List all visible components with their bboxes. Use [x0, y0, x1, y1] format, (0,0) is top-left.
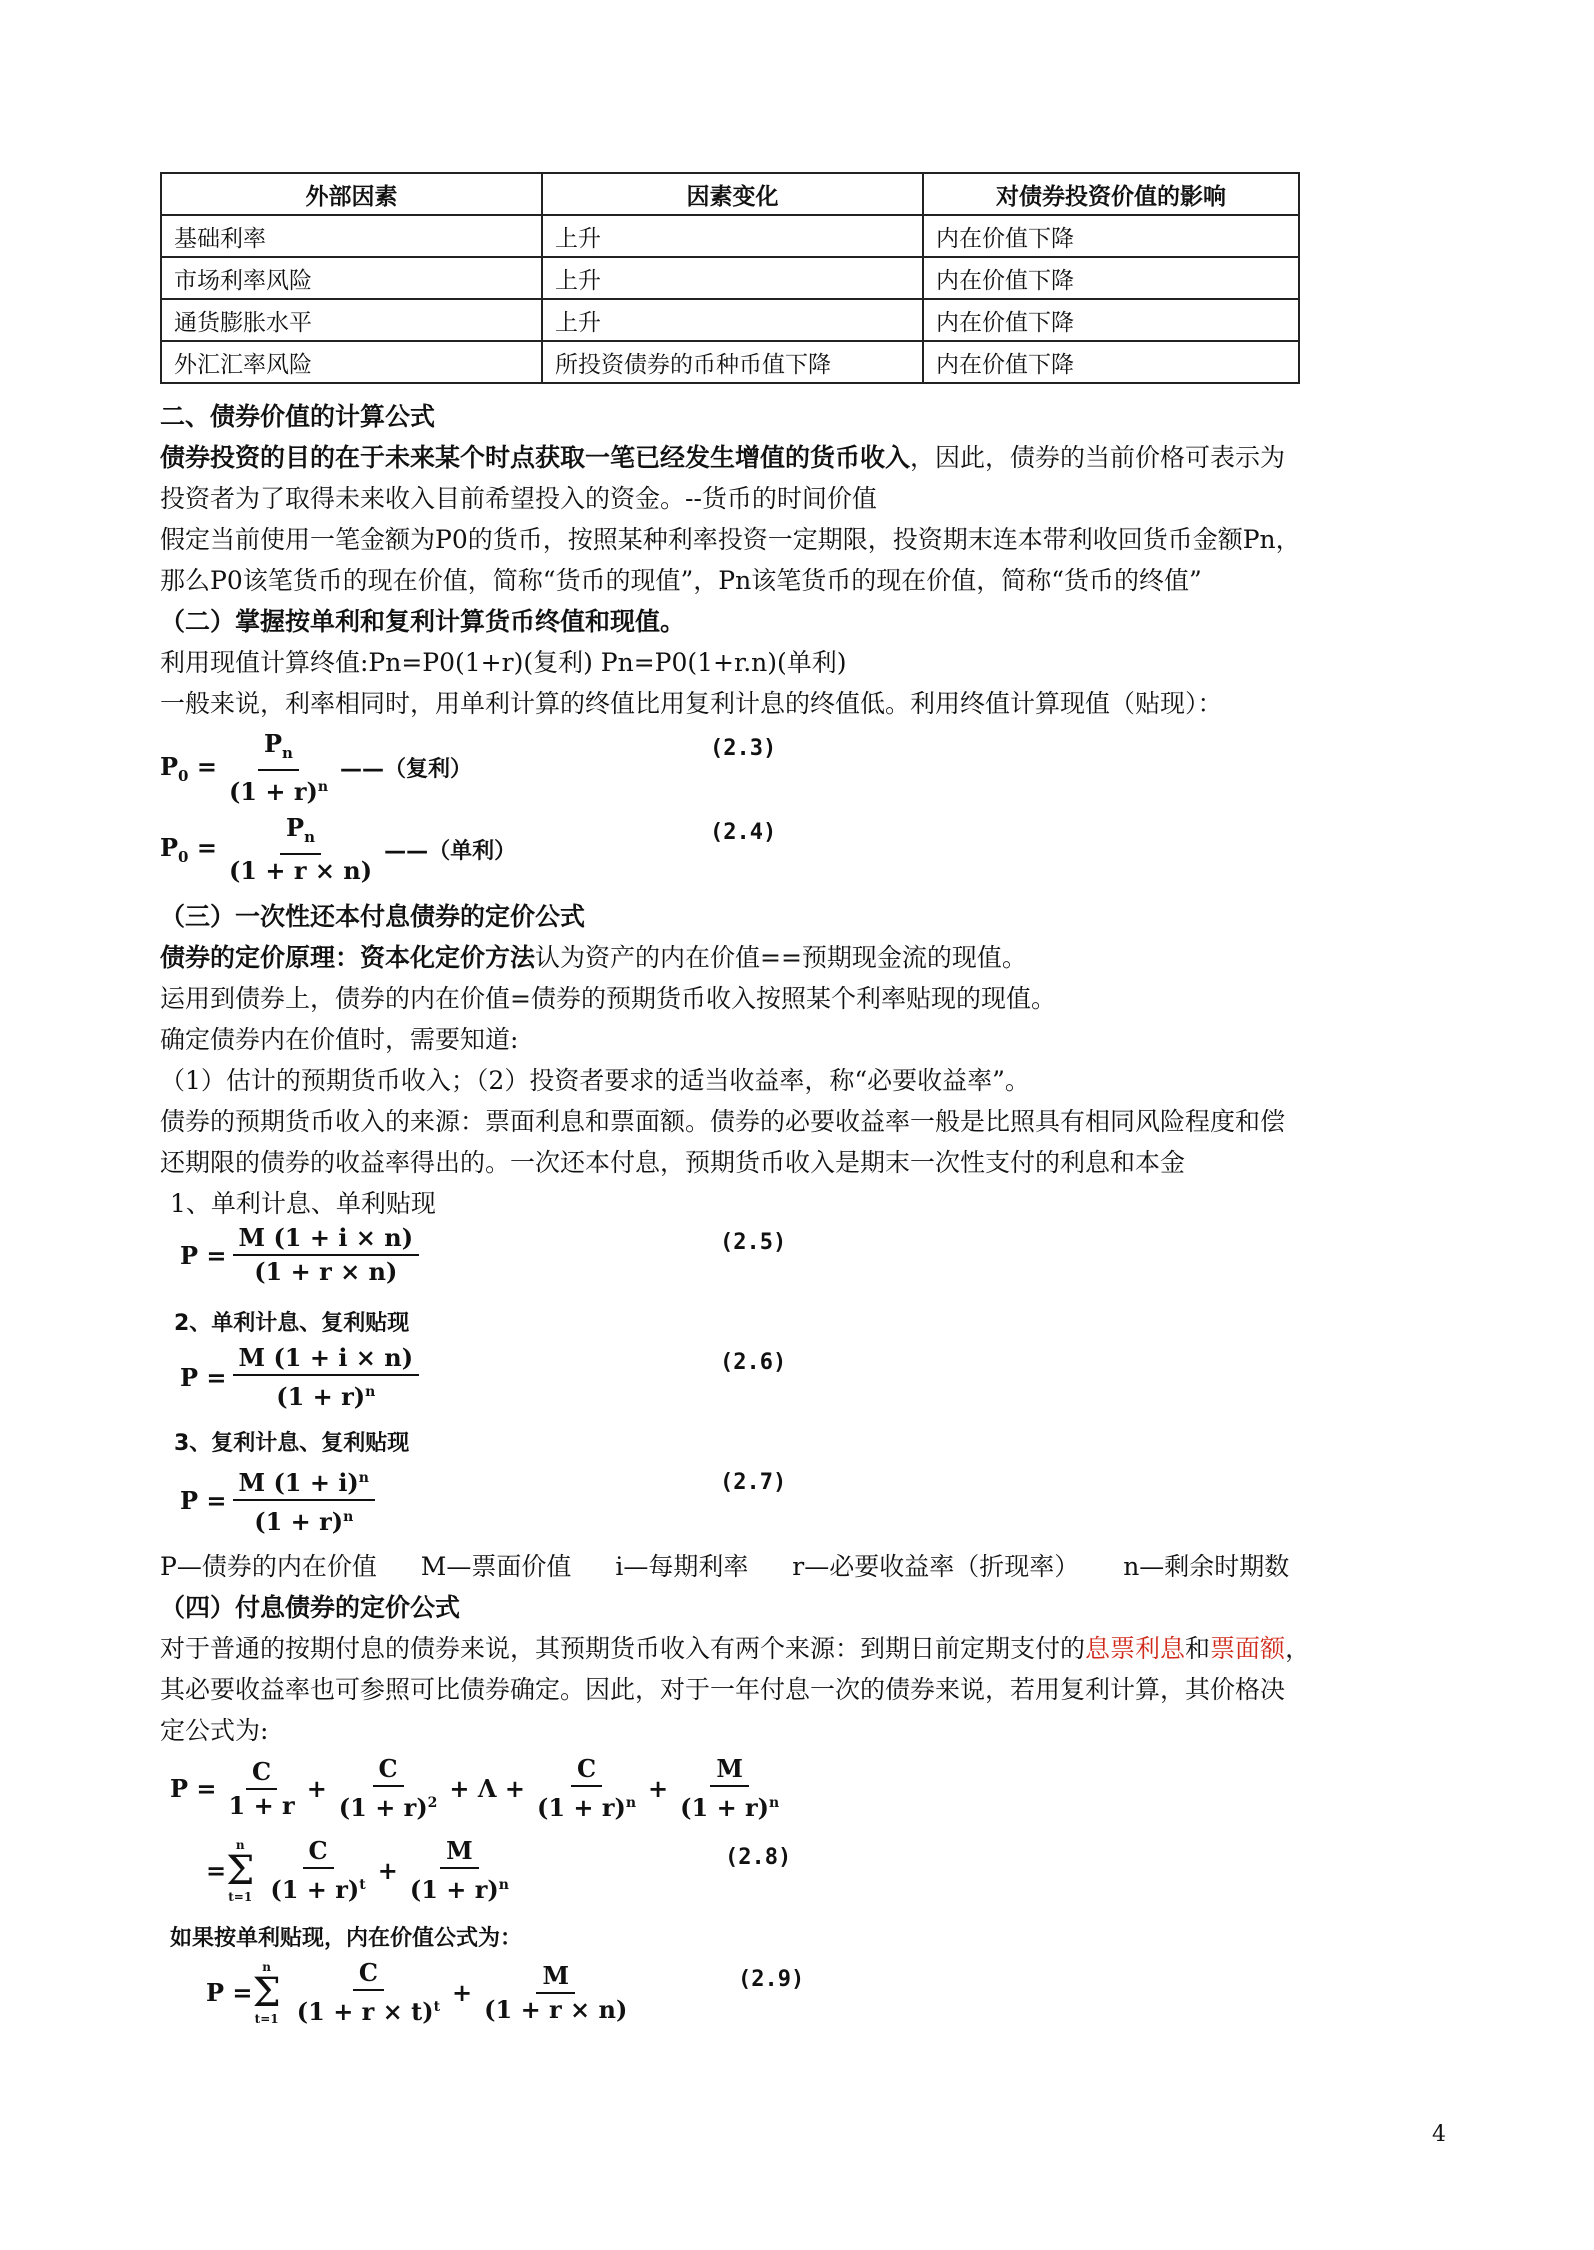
paragraph: 其必要收益率也可参照可比债券确定。因此，对于一年付息一次的债券来说，若用复利计算，其价格决	[160, 1675, 1286, 1704]
table-cell: 内在价值下降	[923, 341, 1299, 383]
paragraph: 还期限的债券的收益率得出的。一次还本付息，预期货币收入是期末一次性支付的利息和本金	[160, 1148, 1186, 1177]
formula-note: 如果按单利贴现，内在价值公式为：	[170, 1926, 523, 1951]
formula-2-9: P = n Σ t=1 $\frac{C}{(1 + r \times t)^t}$ + $\frac{M}{(1 + r \times n)}$ (2.9)	[206, 1958, 805, 2026]
highlight-text: 息票利息	[1085, 1634, 1186, 1663]
table-row	[161, 257, 1299, 299]
document-page	[160, 172, 1430, 2049]
formula-2-4: $P_0$ = $\frac{P_n}{(1 + r \times n)}$ ——（单利） (2.4)	[160, 813, 777, 885]
paragraph: 利用现值计算终值:Pn=P0(1+r)(复利) Pn=P0(1+r.n)(单利)	[160, 648, 847, 677]
paragraph	[160, 437, 1430, 478]
paragraph: 一般来说，利率相同时，用单利计算的终值比用复利计息的终值低。利用终值计算现值（贴现）：	[160, 689, 1223, 718]
table-cell: 市场利率风险	[161, 257, 542, 299]
table-row	[161, 215, 1299, 257]
equation-number: (2.7)	[720, 1470, 787, 1495]
paragraph: 运用到债券上，债券的内在价值=债券的预期货币收入按照某个利率贴现的现值。	[160, 984, 1056, 1013]
table-cell: 内在价值下降	[923, 257, 1299, 299]
page-number: 4	[1432, 2122, 1446, 2147]
table-cell: 内在价值下降	[923, 299, 1299, 341]
section-heading: （四）付息债券的定价公式	[160, 1593, 461, 1622]
equation-number: (2.3)	[710, 736, 777, 761]
case-label: 2、单利计息、复利贴现	[174, 1311, 410, 1336]
legend-item: i—每期利率	[615, 1552, 749, 1581]
text: ，	[1285, 1634, 1311, 1663]
section-heading: （三）一次性还本付息债券的定价公式	[160, 902, 586, 931]
table-header-cell: 对债券投资价值的影响	[923, 173, 1299, 215]
legend-item: M—票面价值	[420, 1552, 572, 1581]
factor-table	[160, 172, 1300, 384]
formula-2-6: P = $\frac{M (1 + i \times n)}{(1 + r)^n}$ (2.6)	[180, 1343, 787, 1411]
paragraph: 债券的预期货币收入的来源：票面利息和票面额。债券的必要收益率一般是比照具有相同风险程度和偿	[160, 1107, 1286, 1136]
paragraph: 定公式为:	[160, 1716, 269, 1745]
paragraph: （1）估计的预期货币收入；（2）投资者要求的适当收益率，称“必要收益率”。	[160, 1066, 1030, 1095]
section-heading: （二）掌握按单利和复利计算货币终值和现值。	[160, 607, 686, 636]
formula-2-5: P = $\frac{M (1 + i \times n)}{(1 + r \times n)}$ (2.5)	[180, 1223, 787, 1286]
text: 认为资产的内在价值==预期现金流的现值。	[535, 943, 1027, 972]
paragraph: 投资者为了取得未来收入目前希望投入的资金。--货币的时间价值	[160, 484, 877, 513]
legend-item: P—债券的内在价值	[160, 1552, 377, 1581]
formula-label: ——（复利）	[340, 757, 473, 783]
case-label: 3、复利计息、复利贴现	[174, 1431, 410, 1456]
bold-text: 债券投资的目的在于未来某个时点获取一笔已经发生增值的货币收入	[160, 443, 911, 472]
text: 对于普通的按期付息的债券来说，其预期货币收入有两个来源：到期日前定期支付的	[160, 1634, 1086, 1663]
equation-number: (2.6)	[720, 1350, 787, 1375]
formula-2-7: P = $\frac{M (1 + i)^n}{(1 + r)^n}$ (2.7)	[160, 1464, 1430, 1546]
table-header-cell: 外部因素	[161, 173, 542, 215]
paragraph	[160, 1628, 1430, 1669]
table-cell: 通货膨胀水平	[161, 299, 542, 341]
table-row	[161, 299, 1299, 341]
equation-number: (2.9)	[738, 1967, 805, 1992]
table-cell: 上升	[542, 257, 923, 299]
bold-text: 资本化定价方法	[360, 943, 536, 972]
text: ，因此，债券的当前价格可表示为	[910, 443, 1286, 472]
table-cell: 外汇汇率风险	[161, 341, 542, 383]
formula-2-8: P = $\frac{C}{1 + r}$ + $\frac{C}{(1 + r)^2}$ + Λ + $\frac{C}{(1 + r)^n}$ + $\frac{M}{(1 + r)^n}$ = n Σ t=1 $\frac{C}{(1 + r)^t}$ + $\frac{M}{(1 + r)^n}$ (2.8)	[170, 1754, 792, 1904]
legend-item: n—剩余时期数	[1123, 1552, 1290, 1581]
equation-number: (2.8)	[725, 1845, 792, 1870]
table-header-row	[161, 173, 1299, 215]
variable-legend	[160, 1546, 1430, 1587]
formula-label: ——（单利）	[384, 838, 517, 864]
text: 和	[1185, 1634, 1211, 1663]
paragraph: 假定当前使用一笔金额为P0的货币，按照某种利率投资一定期限，投资期末连本带利收回货币金额Pn，	[160, 525, 1301, 554]
paragraph	[160, 937, 1430, 978]
table-header-cell: 因素变化	[542, 173, 923, 215]
table-cell: 上升	[542, 215, 923, 257]
case-label: 1、单利计息、单利贴现	[170, 1189, 436, 1218]
table-cell: 基础利率	[161, 215, 542, 257]
paragraph: 确定债券内在价值时，需要知道:	[160, 1025, 519, 1054]
highlight-text: 票面额	[1210, 1634, 1286, 1663]
equation-number: (2.4)	[710, 820, 777, 845]
paragraph: 那么P0该笔货币的现在价值，简称“货币的现值”，Pn该笔货币的现在价值，简称“货币的终值”	[160, 566, 1202, 595]
table-row	[161, 341, 1299, 383]
equation-number: (2.5)	[720, 1230, 787, 1255]
section-heading: 二、债券价值的计算公式	[160, 402, 436, 431]
formula-2-3: $P_0$ = $\frac{P_n}{(1 + r)^n}$ ——（复利） (2.3)	[160, 729, 777, 806]
table-cell: 内在价值下降	[923, 215, 1299, 257]
table-cell: 所投资债券的币种币值下降	[542, 341, 923, 383]
bold-text: 债券的定价原理：	[160, 943, 361, 972]
table-cell: 上升	[542, 299, 923, 341]
legend-item: r—必要收益率（折现率）	[792, 1552, 1080, 1581]
